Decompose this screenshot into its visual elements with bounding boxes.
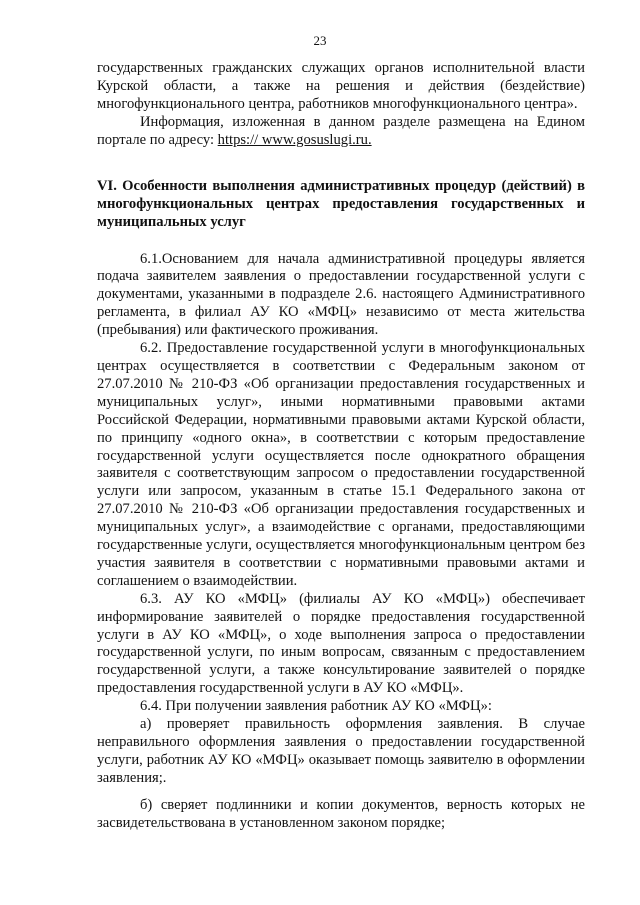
paragraph-6-4-b: б) сверяет подлинники и копии документов, верность которых не засвидетельствована в установленном законом порядке;: [97, 796, 585, 831]
page-number: 23: [313, 33, 327, 48]
paragraph-6-1: 6.1.Основанием для начала административной процедуры является подача заявителем заявления о предоставлении государственной услуги с документами, указанными в подразделе 2.6. настоящего Административного регламента, в филиал АУ КО «МФЦ» независимо от места жительства (пребывания) или фактического проживания.: [97, 250, 585, 339]
paragraph-6-2: 6.2. Предоставление государственной услуги в многофункциональных центрах осуществляется в соответствии с Федеральным законом от 27.07.2010 № 210-ФЗ «Об организации предоставления государственных и муниципальных услуг», иными нормативными правовыми актами Российской Федерации, нормативными правовыми актами Курской области, по принципу «одного окна», в соответствии с которым предоставление государственной услуги осуществляется после однократного обращения заявителя с соответствующим запросом о предоставлении государственной услуги или запросом, указанным в статье 15.1 Федерального закона от 27.07.2010 № 210-ФЗ «Об организации предоставления государственных и муниципальных услуг», а взаимодействие с органами, предоставляющими государственные услуги, осуществляется многофункциональным центром без участия заявителя в соответствии с нормативными правовыми актами и соглашением о взаимодействии.: [97, 340, 585, 589]
paragraph-6-3: 6.3. АУ КО «МФЦ» (филиалы АУ КО «МФЦ») обеспечивает информирование заявителей о порядке предоставления государственной услуги в АУ КО «МФЦ», о ходе выполнения запроса о предоставлении государственной услуги, по иным вопросам, связанным с предоставлением государственной услуги, а также консультирование заявителей о порядке предоставления государственной услуги в АУ КО «МФЦ».: [97, 590, 585, 697]
paragraph-6-4-a: а) проверяет правильность оформления заявления. В случае неправильного оформления заявления о предоставлении государственной услуги, работник АУ КО «МФЦ» оказывает помощь заявителю в оформлении заявления;.: [97, 716, 585, 786]
section-heading: VI. Особенности выполнения административных процедур (действий) в многофункциональных центрах предоставления государственных и муниципальных услуг: [97, 177, 585, 230]
info-text: Информация, изложенная в данном разделе размещена на Едином портале по адресу:: [97, 113, 585, 148]
intro-continuation: государственных гражданских служащих органов исполнительной власти Курской области, а также на решения и действия (бездействие) многофункционального центра, работников многофункционального центра».: [97, 60, 585, 112]
info-paragraph: [97, 114, 585, 150]
gosuslugi-link[interactable]: https:// www.gosuslugi.ru.: [217, 131, 372, 148]
paragraph-6-4: 6.4. При получении заявления работник АУ КО «МФЦ»:: [140, 698, 492, 715]
document-body: [97, 60, 585, 833]
